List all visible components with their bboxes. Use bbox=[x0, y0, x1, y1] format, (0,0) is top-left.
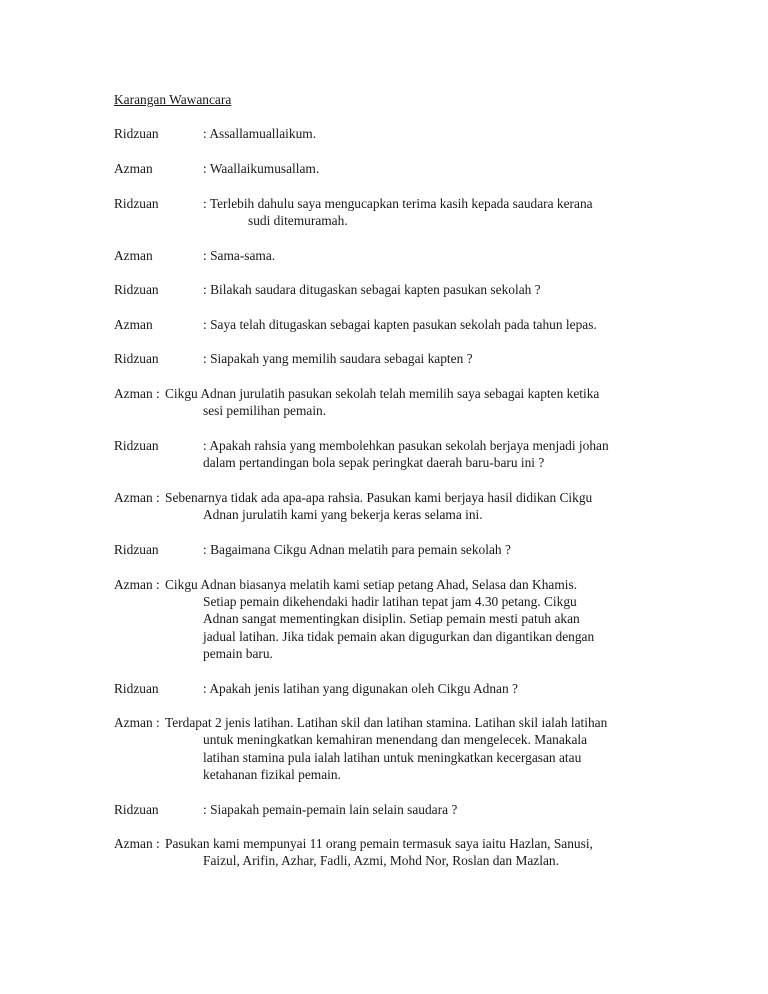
speaker-label: Azman : bbox=[114, 490, 160, 505]
dialogue-line: sesi pemilihan pemain. bbox=[203, 403, 327, 418]
speaker-label: Ridzuan bbox=[114, 196, 159, 211]
dialogue-line: latihan stamina pula ialah latihan untuk meningkatkan kecergasan atau bbox=[203, 750, 582, 765]
dialogue-line: : Siapakah pemain-pemain lain selain saudara ? bbox=[203, 802, 458, 817]
dialogue-line: : Bilakah saudara ditugaskan sebagai kapten pasukan sekolah ? bbox=[203, 282, 541, 297]
dialogue-line: Faizul, Arifin, Azhar, Fadli, Azmi, Mohd Nor, Roslan dan Mazlan. bbox=[203, 853, 559, 868]
dialogue-line: Terdapat 2 jenis latihan. Latihan skil dan latihan stamina. Latihan skil ialah latihan bbox=[165, 715, 608, 730]
speaker-label: Azman bbox=[114, 161, 153, 176]
speaker-label: Ridzuan bbox=[114, 282, 159, 297]
document-title: Karangan Wawancara bbox=[114, 92, 232, 107]
dialogue-line: dalam pertandingan bola sepak peringkat daerah baru-baru ini ? bbox=[203, 455, 545, 470]
dialogue-line: Adnan sangat mementingkan disiplin. Setiap pemain mesti patuh akan bbox=[203, 611, 580, 626]
dialogue-line: : Saya telah ditugaskan sebagai kapten pasukan sekolah pada tahun lepas. bbox=[203, 317, 597, 332]
dialogue-line: pemain baru. bbox=[203, 646, 273, 661]
speaker-label: Ridzuan bbox=[114, 542, 159, 557]
speaker-label: Ridzuan bbox=[114, 126, 159, 141]
speaker-label: Azman bbox=[114, 317, 153, 332]
dialogue-line: sudi ditemuramah. bbox=[248, 213, 348, 228]
speaker-label: Ridzuan bbox=[114, 802, 159, 817]
speaker-label: Azman : bbox=[114, 836, 160, 851]
speaker-label: Azman bbox=[114, 248, 153, 263]
speaker-label: Ridzuan bbox=[114, 681, 159, 696]
speaker-label: Ridzuan bbox=[114, 438, 159, 453]
dialogue-line: : Terlebih dahulu saya mengucapkan terima kasih kepada saudara kerana bbox=[203, 196, 593, 211]
dialogue-line: : Apakah rahsia yang membolehkan pasukan sekolah berjaya menjadi johan bbox=[203, 438, 609, 453]
dialogue-line: : Sama-sama. bbox=[203, 248, 276, 263]
dialogue-line: : Apakah jenis latihan yang digunakan oleh Cikgu Adnan ? bbox=[203, 681, 518, 696]
speaker-label: Azman : bbox=[114, 386, 160, 401]
dialogue-line: untuk meningkatkan kemahiran menendang dan mengelecek. Manakala bbox=[203, 732, 588, 747]
speaker-label: Azman : bbox=[114, 715, 160, 730]
dialogue-line: Sebenarnya tidak ada apa-apa rahsia. Pasukan kami berjaya hasil didikan Cikgu bbox=[165, 490, 593, 505]
dialogue-line: Adnan jurulatih kami yang bekerja keras selama ini. bbox=[203, 507, 483, 522]
dialogue-line: : Assallamuallaikum. bbox=[203, 126, 317, 141]
dialogue-line: jadual latihan. Jika tidak pemain akan digugurkan dan digantikan dengan bbox=[203, 629, 595, 644]
dialogue-line: : Siapakah yang memilih saudara sebagai kapten ? bbox=[203, 351, 473, 366]
speaker-label: Azman : bbox=[114, 577, 160, 592]
dialogue-line: : Bagaimana Cikgu Adnan melatih para pemain sekolah ? bbox=[203, 542, 511, 557]
dialogue-line: Pasukan kami mempunyai 11 orang pemain termasuk saya iaitu Hazlan, Sanusi, bbox=[165, 836, 593, 851]
dialogue-line: Setiap pemain dikehendaki hadir latihan tepat jam 4.30 petang. Cikgu bbox=[203, 594, 577, 609]
dialogue-line: Cikgu Adnan jurulatih pasukan sekolah telah memilih saya sebagai kapten ketika bbox=[165, 386, 600, 401]
dialogue-line: Cikgu Adnan biasanya melatih kami setiap petang Ahad, Selasa dan Khamis. bbox=[165, 577, 578, 592]
speaker-label: Ridzuan bbox=[114, 351, 159, 366]
dialogue-line: ketahanan fizikal pemain. bbox=[203, 767, 341, 782]
dialogue-line: : Waallaikumusallam. bbox=[203, 161, 320, 176]
